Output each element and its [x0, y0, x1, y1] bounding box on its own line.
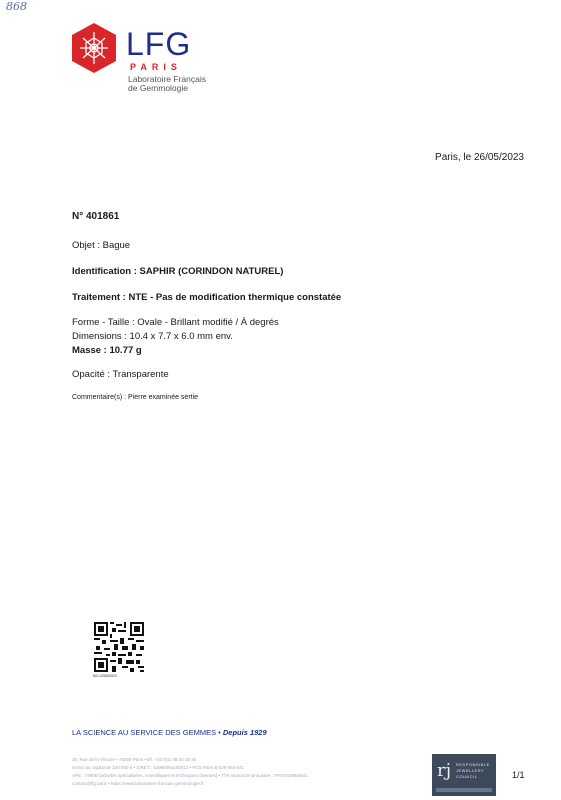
handwritten-note: 868 — [6, 0, 27, 13]
footer-line-4[interactable]: contact@lfg.paris • https://www.laboratoire-francais-gemmologie.fr — [72, 781, 204, 786]
slogan — [72, 728, 267, 737]
footer-line-1: 30, Rue de la Victoire • 75009 Paris • tél. +33 (0)1 48 24 35 45 — [72, 757, 197, 762]
slogan-text: LA SCIENCE AU SERVICE DES GEMMES • — [72, 728, 221, 737]
logo-city: PARIS — [130, 62, 182, 72]
slogan-since: Depuis 1929 — [222, 728, 267, 737]
lfg-logo — [70, 22, 220, 102]
logo-subtitle-1: Laboratoire Français — [128, 74, 206, 84]
rjc-line-3: COUNCIL — [456, 774, 478, 779]
object-field: Objet : Bague — [72, 240, 131, 251]
comment-field: Commentaire(s) : Pierre examinée sertie — [72, 394, 199, 401]
logo-subtitle-2: de Gemmologie — [128, 83, 189, 93]
rjc-logo-icon: rj — [437, 760, 452, 781]
footer-line-2: SASU au capital de 100 000 € • SIRET : 52998464100013 • RCS Paris B 529 984 641 — [72, 765, 244, 770]
qr-caption: BO-035926/2 — [93, 673, 117, 678]
shape-field: Forme - Taille : Ovale - Brillant modifié / À degrés — [72, 317, 279, 328]
rjc-line-1: RESPONSIBLE — [456, 762, 490, 767]
page-number: 1/1 — [512, 770, 525, 780]
rjc-line-2: JEWELLERY — [456, 768, 485, 773]
rjc-divider — [436, 788, 492, 792]
identification-field: Identification : SAPHIR (CORINDON NATUREL) — [72, 266, 284, 277]
rjc-badge — [432, 754, 496, 796]
dimensions-field: Dimensions : 10.4 x 7.7 x 6.0 mm env. — [72, 331, 233, 342]
opacity-field: Opacité : Transparente — [72, 369, 169, 380]
mass-field: Masse : 10.77 g — [72, 345, 142, 356]
logo-wordmark: LFG — [126, 26, 192, 62]
treatment-field: Traitement : NTE - Pas de modification thermique constatée — [72, 292, 342, 303]
report-date: Paris, le 26/05/2023 — [435, 152, 524, 163]
qr-code[interactable] — [94, 622, 144, 672]
hexagon-gem-icon — [70, 22, 118, 74]
report-number: N° 401861 — [72, 211, 120, 222]
footer-line-3: APE : 7490B (activités spécialisées, scientifiques et techniques diverses) • TVA intracommunautaire : FR87529984641 — [72, 773, 308, 778]
